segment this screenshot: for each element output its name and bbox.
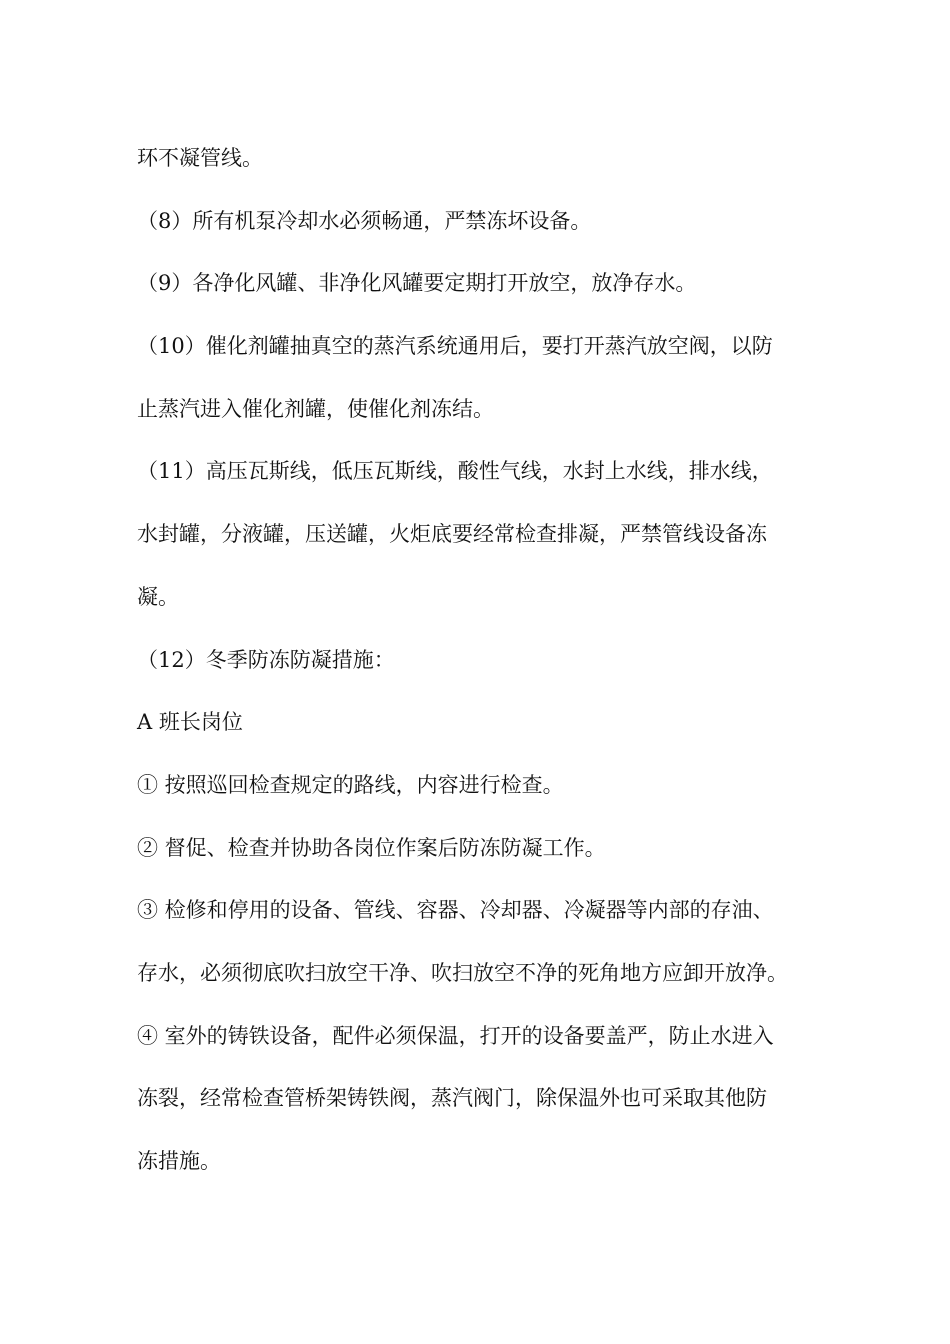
text-line: 环不凝管线。 bbox=[137, 146, 263, 170]
text-line: 冻措施。 bbox=[137, 1149, 221, 1173]
document-body bbox=[137, 137, 827, 1203]
text-line: （12）冬季防冻防凝措施： bbox=[137, 647, 395, 672]
list-item: ④ 室外的铸铁设备，配件必须保温，打开的设备要盖严，防止水进入 bbox=[137, 1023, 774, 1048]
list-item: ③ 检修和停用的设备、管线、容器、冷却器、冷凝器等内部的存油、 bbox=[137, 898, 774, 923]
section-heading: A 班长岗位 bbox=[137, 710, 243, 735]
text-line: 存水，必须彻底吹扫放空干净、吹扫放空不净的死角地方应卸开放净。 bbox=[137, 960, 788, 985]
text-line: 止蒸汽进入催化剂罐，使催化剂冻结。 bbox=[137, 396, 494, 421]
text-line: （8）所有机泵冷却水必须畅通，严禁冻坏设备。 bbox=[137, 208, 592, 233]
text-line: （11）高压瓦斯线，低压瓦斯线，酸性气线，水封上水线，排水线， bbox=[137, 459, 773, 484]
list-item: ① 按照巡回检查规定的路线，内容进行检查。 bbox=[137, 772, 564, 797]
text-line: 水封罐，分液罐，压送罐，火炬底要经常检查排凝，严禁管线设备冻 bbox=[137, 522, 767, 547]
text-line: （10）催化剂罐抽真空的蒸汽系统通用后，要打开蒸汽放空阀，以防 bbox=[137, 334, 773, 359]
text-line: 冻裂，经常检查管桥架铸铁阀，蒸汽阀门，除保温外也可采取其他防 bbox=[137, 1086, 767, 1111]
text-line: （9）各净化风罐、非净化风罐要定期打开放空，放净存水。 bbox=[137, 271, 697, 296]
list-item: ② 督促、检查并协助各岗位作案后防冻防凝工作。 bbox=[137, 835, 606, 860]
text-line: 凝。 bbox=[137, 584, 179, 609]
